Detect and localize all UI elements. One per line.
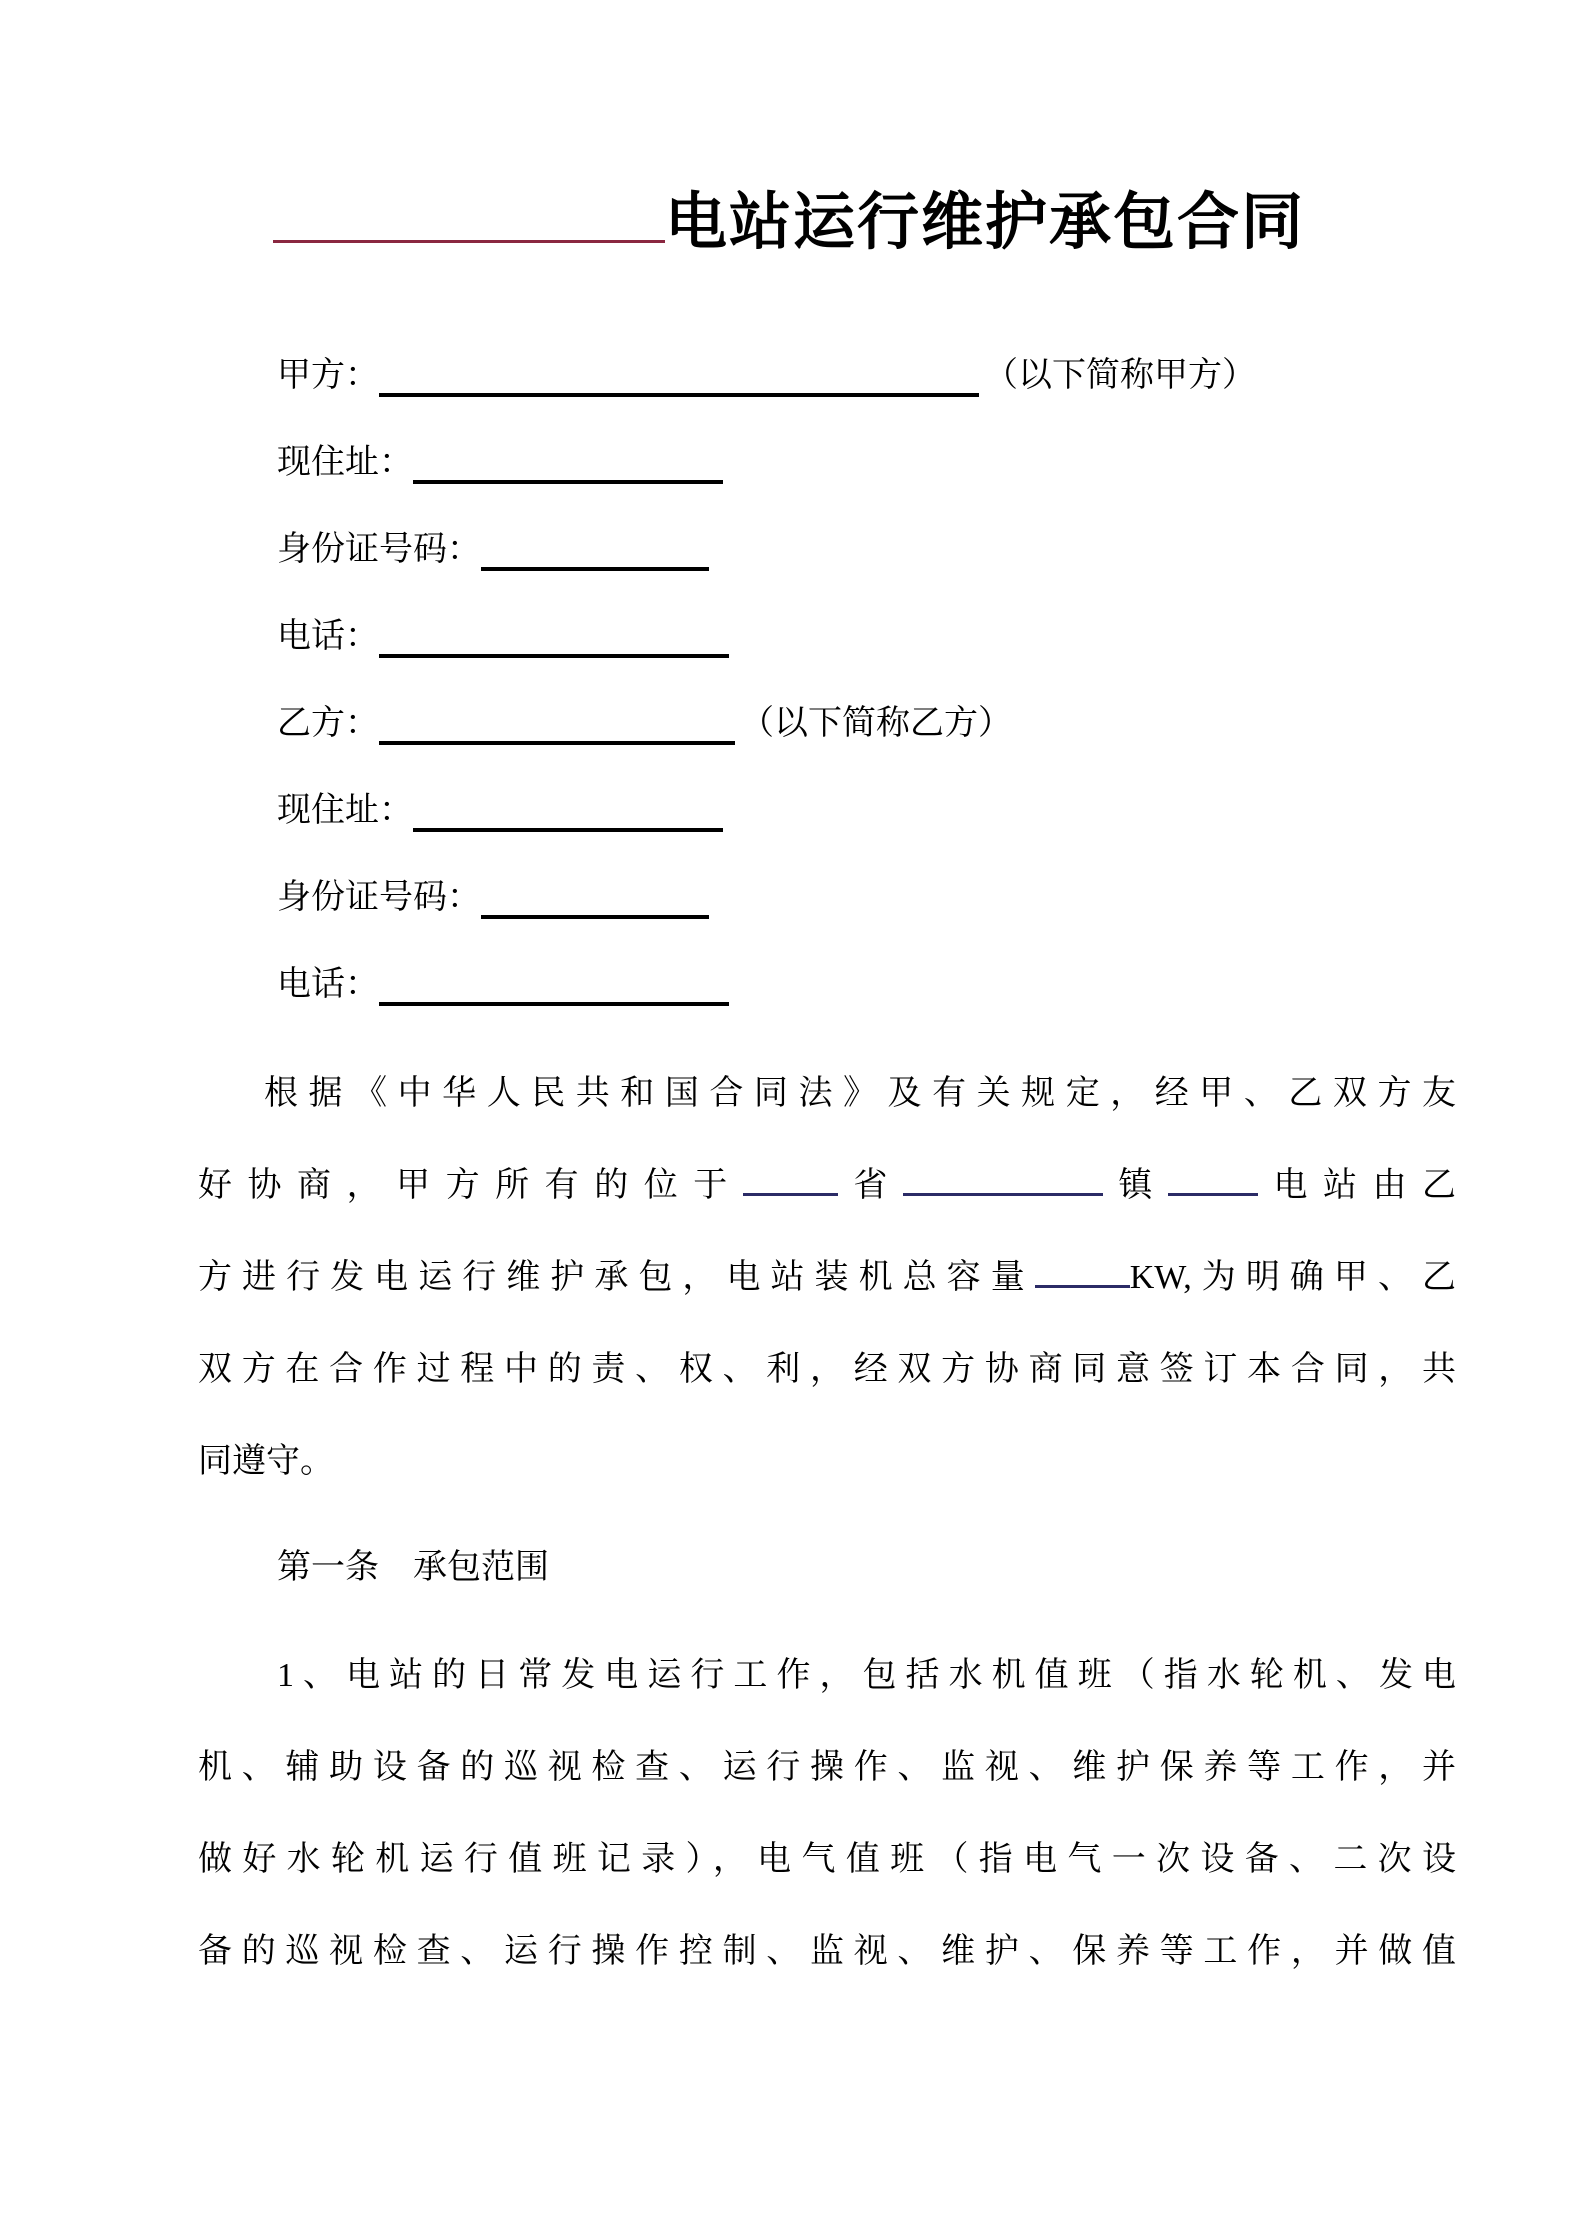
intro-paragraph <box>198 1048 1456 1508</box>
party-a-id-row <box>198 484 1456 571</box>
clause-line-2: 机、辅助设备的巡视检查、运行操作、监视、维护保养等工作，并 <box>198 1749 1456 1786</box>
intro-text: 方进行发电运行维护承包，电站装机总容量 <box>198 1259 1035 1296</box>
party-b-phone-row <box>198 919 1456 1006</box>
party-b-address-blank-line <box>413 788 723 832</box>
document-title: 电站运行维护承包合同 <box>665 189 1306 257</box>
party-a-address-blank-line <box>413 440 723 484</box>
intro-text: 好协商，甲方所有的位于 <box>198 1167 743 1204</box>
party-b-address-row <box>198 745 1456 832</box>
town-blank-line <box>903 1158 1103 1196</box>
province-blank-line <box>743 1158 838 1196</box>
section-1-heading: 第一条 承包范围 <box>277 1549 549 1586</box>
capacity-blank-line <box>1035 1250 1130 1288</box>
party-a-alias-note: （以下简称甲方） <box>984 356 1256 394</box>
intro-text: 镇 <box>1102 1167 1168 1204</box>
intro-line-3 <box>198 1232 1456 1324</box>
document-title-row <box>198 185 1456 260</box>
party-a-phone-label: 电话： <box>277 617 379 655</box>
clause-line-4: 备的巡视检查、运行操作控制、监视、维护、保养等工作，并做值 <box>198 1933 1456 1970</box>
clause-line-1: 1、电站的日常发电运行工作，包括水机值班（指水轮机、发电 <box>277 1657 1456 1694</box>
party-b-id-label: 身份证号码： <box>277 878 481 916</box>
party-a-label: 甲方： <box>277 356 379 394</box>
party-a-phone-row <box>198 571 1456 658</box>
party-b-phone-blank-line <box>379 962 729 1006</box>
station-name-blank-line <box>1168 1158 1258 1196</box>
document-content <box>198 185 1456 1998</box>
party-a-address-row <box>198 397 1456 484</box>
party-b-blank-line <box>379 701 735 745</box>
party-b-id-blank-line <box>481 875 709 919</box>
intro-text: 电站由乙 <box>1257 1167 1457 1204</box>
party-b-address-label: 现住址： <box>277 791 413 829</box>
title-blank-underline <box>273 185 665 243</box>
section-1-clause-1 <box>198 1630 1456 1998</box>
party-b-phone-label: 电话： <box>277 965 379 1003</box>
party-a-id-blank-line <box>481 527 709 571</box>
intro-line-1: 根据《中华人民共和国合同法》及有关规定，经甲、乙双方友 <box>264 1075 1456 1112</box>
party-b-label: 乙方： <box>277 704 379 742</box>
intro-line-4: 双方在合作过程中的责、权、利，经双方协商同意签订本合同，共 <box>198 1351 1456 1388</box>
intro-line-5: 同遵守。 <box>198 1443 334 1480</box>
party-b-row <box>198 658 1456 745</box>
party-a-blank-line <box>379 353 979 397</box>
intro-text: 省 <box>837 1167 903 1204</box>
party-a-address-label: 现住址： <box>277 443 413 481</box>
party-b-alias-note: （以下简称乙方） <box>740 704 1012 742</box>
intro-text: KW,为明确甲、乙 <box>1129 1259 1457 1296</box>
party-a-phone-blank-line <box>379 614 729 658</box>
intro-line-2 <box>198 1140 1456 1232</box>
party-a-id-label: 身份证号码： <box>277 530 481 568</box>
clause-line-3: 做好水轮机运行值班记录），电气值班（指电气一次设备、二次设 <box>198 1841 1456 1878</box>
party-a-row <box>198 310 1456 397</box>
parties-form <box>198 310 1456 1006</box>
party-b-id-row <box>198 832 1456 919</box>
